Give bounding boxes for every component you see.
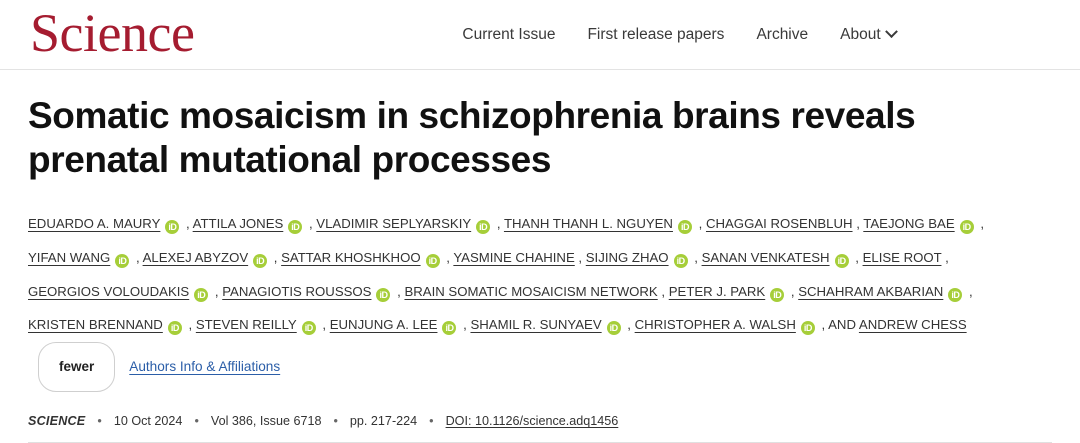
author-entry <box>504 216 695 231</box>
author-name-link[interactable]: TAEJONG BAE <box>863 216 955 232</box>
meta-separator-1: • <box>97 414 102 429</box>
authors-info-affiliations-link[interactable]: Authors Info & Affiliations <box>129 358 281 374</box>
orcid-icon[interactable]: iD <box>168 321 182 335</box>
author-entry <box>316 216 493 231</box>
orcid-icon[interactable]: iD <box>194 288 208 302</box>
author-entry <box>702 250 852 265</box>
author-separator: , <box>459 317 471 333</box>
meta-date: 10 Oct 2024 <box>113 414 183 429</box>
author-name-link[interactable]: YASMINE CHAHINE <box>453 249 575 265</box>
chevron-down-icon <box>885 25 898 38</box>
author-entry <box>196 317 319 332</box>
orcid-icon[interactable]: iD <box>960 220 974 234</box>
author-entry <box>222 284 393 299</box>
author-separator: , <box>690 249 702 265</box>
author-name-link[interactable]: EDUARDO A. MAURY <box>28 216 161 232</box>
orcid-icon[interactable]: iD <box>948 288 962 302</box>
page-title: Somatic mosaicism in schizophrenia brains reveals prenatal mutational processes <box>28 95 916 180</box>
author-separator: , <box>305 216 317 232</box>
nav-item-first-release-papers[interactable]: First release papers <box>587 25 725 43</box>
orcid-icon[interactable]: iD <box>607 321 621 335</box>
author-entry <box>404 284 657 299</box>
author-entry <box>635 317 818 332</box>
meta-doi-link[interactable]: DOI: 10.1126/science.adq1456 <box>445 414 619 429</box>
author-name-link[interactable]: SHAMIL R. SUNYAEV <box>470 317 602 333</box>
orcid-icon[interactable]: iD <box>674 254 688 268</box>
orcid-icon[interactable]: iD <box>376 288 390 302</box>
author-name-link[interactable]: ALEXEJ ABYZOV <box>142 249 249 265</box>
meta-separator-2: • <box>194 414 199 429</box>
author-separator: , <box>574 249 586 265</box>
author-separator: , <box>270 249 282 265</box>
author-entry <box>28 284 211 299</box>
author-entry <box>706 216 853 231</box>
toggle-authors-button[interactable]: fewer <box>38 342 115 392</box>
author-name-link[interactable]: YIFAN WANG <box>28 249 111 265</box>
author-separator: , <box>965 283 973 299</box>
author-entry <box>586 250 691 265</box>
author-separator: , <box>851 249 863 265</box>
site-logo[interactable]: Science <box>30 2 195 63</box>
author-entry <box>143 250 271 265</box>
author-separator: , <box>852 216 864 232</box>
author-entry <box>863 250 942 265</box>
author-entry <box>669 284 787 299</box>
author-separator: , <box>817 317 829 333</box>
author-name-link[interactable]: GEORGIOS VOLOUDAKIS <box>28 283 190 299</box>
orcid-icon[interactable]: iD <box>442 321 456 335</box>
orcid-icon[interactable]: iD <box>476 220 490 234</box>
author-separator: , <box>442 249 454 265</box>
nav-item-archive[interactable]: Archive <box>756 25 809 43</box>
article-header <box>0 70 1080 443</box>
author-name-link[interactable]: STEVEN REILLY <box>195 317 297 333</box>
author-separator: , <box>657 283 669 299</box>
nav-item-current-issue[interactable]: Current Issue <box>462 25 556 43</box>
author-name-link[interactable]: SCHAHRAM AKBARIAN <box>798 283 944 299</box>
article-meta <box>28 414 1052 443</box>
author-name-link[interactable]: CHAGGAI ROSENBLUH <box>705 216 853 232</box>
meta-separator-3: • <box>333 414 338 429</box>
meta-pages: pp. 217-224 <box>349 414 418 429</box>
nav-item-about[interactable] <box>840 26 896 44</box>
orcid-icon[interactable]: iD <box>678 220 692 234</box>
author-separator: , <box>941 249 949 265</box>
author-entry <box>470 317 623 332</box>
nav-item-about-label: About <box>840 25 881 43</box>
orcid-icon[interactable]: iD <box>426 254 440 268</box>
author-entry <box>28 317 185 332</box>
author-separator: , <box>976 216 984 232</box>
author-entry <box>453 250 574 265</box>
author-separator: , <box>493 216 504 232</box>
author-separator: , <box>694 216 706 232</box>
author-name-link[interactable]: ATTILA JONES <box>192 216 284 232</box>
author-separator: , <box>623 317 635 333</box>
meta-volume: Vol 386, Issue 6718 <box>210 414 322 429</box>
meta-separator-4: • <box>429 414 434 429</box>
author-entry <box>859 317 967 332</box>
orcid-icon[interactable]: iD <box>115 254 129 268</box>
orcid-icon[interactable]: iD <box>302 321 316 335</box>
author-name-link[interactable]: CHRISTOPHER A. WALSH <box>634 317 796 333</box>
author-name-link[interactable]: ANDREW CHESS <box>858 317 967 333</box>
author-name-link[interactable]: KRISTEN BRENNAND <box>28 317 163 333</box>
author-name-link[interactable]: PETER J. PARK <box>668 283 766 299</box>
author-entry <box>193 216 306 231</box>
orcid-icon[interactable]: iD <box>770 288 784 302</box>
author-name-link[interactable]: BRAIN SOMATIC MOSAICISM NETWORK <box>404 283 658 299</box>
author-name-link[interactable]: THANH THANH L. NGUYEN <box>503 216 673 232</box>
author-name-link[interactable]: EUNJUNG A. LEE <box>329 317 438 333</box>
author-separator: , <box>211 283 223 299</box>
orcid-icon[interactable]: iD <box>801 321 815 335</box>
author-list <box>28 207 1052 392</box>
author-name-link[interactable]: PANAGIOTIS ROUSSOS <box>222 283 372 299</box>
author-separator: , <box>182 216 193 232</box>
author-entry <box>281 250 442 265</box>
orcid-icon[interactable]: iD <box>253 254 267 268</box>
author-entry <box>28 250 132 265</box>
author-entry <box>330 317 460 332</box>
author-name-link[interactable]: SIJING ZHAO <box>585 249 669 265</box>
author-entry <box>863 216 976 231</box>
author-conjunction: AND <box>828 317 859 333</box>
author-separator: , <box>132 249 143 265</box>
orcid-icon[interactable]: iD <box>165 220 179 234</box>
author-separator: , <box>393 283 405 299</box>
author-name-link[interactable]: SANAN VENKATESH <box>701 249 830 265</box>
orcid-icon[interactable]: iD <box>835 254 849 268</box>
author-separator: , <box>318 317 330 333</box>
author-name-link[interactable]: ELISE ROOT <box>862 249 942 265</box>
author-entry <box>28 216 182 231</box>
main-navigation <box>462 26 895 44</box>
author-entry <box>798 284 965 299</box>
orcid-icon[interactable]: iD <box>288 220 302 234</box>
author-name-link[interactable]: VLADIMIR SEPLYARSKIY <box>316 216 472 232</box>
meta-journal: SCIENCE <box>28 414 86 429</box>
author-name-link[interactable]: SATTAR KHOSHKHOO <box>281 249 421 265</box>
site-header <box>0 0 1080 70</box>
author-separator: , <box>184 317 196 333</box>
author-separator: , <box>787 283 799 299</box>
